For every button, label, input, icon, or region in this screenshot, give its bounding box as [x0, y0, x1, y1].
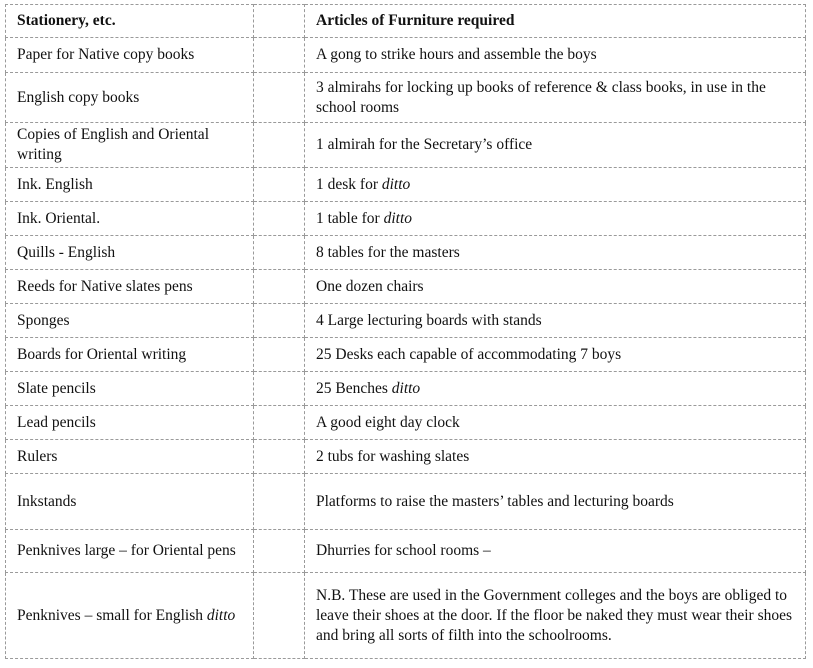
empty-column-cell	[254, 573, 305, 659]
empty-column-cell	[254, 236, 305, 270]
ditto-italic: ditto	[381, 175, 411, 193]
furniture-cell: 1 table for ditto	[305, 202, 806, 236]
furniture-cell: 3 almirahs for locking up books of reference & class books, in use in the school rooms	[305, 73, 806, 123]
stationery-cell: Reeds for Native slates pens	[6, 270, 254, 304]
furniture-cell: A good eight day clock	[305, 406, 806, 440]
furniture-cell: 2 tubs for washing slates	[305, 440, 806, 474]
furniture-cell: Dhurries for school rooms –	[305, 530, 806, 573]
table-row	[6, 236, 806, 270]
table-row	[6, 406, 806, 440]
furniture-cell: 8 tables for the masters	[305, 236, 806, 270]
table-row	[6, 530, 806, 573]
table-row	[6, 440, 806, 474]
furniture-cell: N.B. These are used in the Government colleges and the boys are obliged to leave their shoes at the door. If the floor be naked they must wear their shoes and bring all sorts of filth into the schoolrooms.	[305, 573, 806, 659]
furniture-cell: Platforms to raise the masters’ tables and lecturing boards	[305, 474, 806, 530]
empty-column-cell	[254, 202, 305, 236]
table-row	[6, 202, 806, 236]
ditto-italic: ditto	[383, 209, 412, 227]
empty-column-cell	[254, 270, 305, 304]
stationery-cell: Inkstands	[6, 474, 254, 530]
furniture-cell: 25 Desks each capable of accommodating 7 boys	[305, 338, 806, 372]
table-header-row	[6, 5, 806, 38]
stationery-cell: Rulers	[6, 440, 254, 474]
stationery-cell: Penknives large – for Oriental pens	[6, 530, 254, 573]
furniture-cell: 1 desk for ditto	[305, 168, 806, 202]
empty-column-cell	[254, 338, 305, 372]
empty-column-cell	[254, 73, 305, 123]
table-row	[6, 270, 806, 304]
table-row	[6, 573, 806, 659]
furniture-cell: A gong to strike hours and assemble the boys	[305, 38, 806, 73]
furniture-cell: One dozen chairs	[305, 270, 806, 304]
table-row	[6, 304, 806, 338]
empty-column-cell	[254, 530, 305, 573]
furniture-cell: 25 Benches ditto	[305, 372, 806, 406]
ditto-italic: ditto	[391, 379, 421, 397]
stationery-cell: Lead pencils	[6, 406, 254, 440]
stationery-cell: English copy books	[6, 73, 254, 123]
empty-column-cell	[254, 474, 305, 530]
stationery-cell: Copies of English and Oriental writing	[6, 123, 254, 168]
table-row	[6, 73, 806, 123]
furniture-stationery-table	[5, 4, 806, 659]
furniture-cell: 1 almirah for the Secretary’s office	[305, 123, 806, 168]
empty-column-cell	[254, 123, 305, 168]
table-row	[6, 38, 806, 73]
empty-column-cell	[254, 440, 305, 474]
table-row	[6, 372, 806, 406]
ditto-italic: ditto	[206, 606, 236, 624]
stationery-cell: Slate pencils	[6, 372, 254, 406]
table-row	[6, 474, 806, 530]
empty-column-cell	[254, 406, 305, 440]
table-row	[6, 123, 806, 168]
header-stationery: Stationery, etc.	[6, 5, 254, 38]
empty-column-cell	[254, 372, 305, 406]
table-row	[6, 338, 806, 372]
furniture-cell: 4 Large lecturing boards with stands	[305, 304, 806, 338]
stationery-cell: Ink. Oriental.	[6, 202, 254, 236]
stationery-cell: Paper for Native copy books	[6, 38, 254, 73]
table-row	[6, 168, 806, 202]
stationery-cell: Sponges	[6, 304, 254, 338]
empty-column-cell	[254, 168, 305, 202]
stationery-cell: Ink. English	[6, 168, 254, 202]
empty-column-cell	[254, 5, 305, 38]
header-furniture: Articles of Furniture required	[305, 5, 806, 38]
stationery-cell: Boards for Oriental writing	[6, 338, 254, 372]
stationery-cell: Quills - English	[6, 236, 254, 270]
empty-column-cell	[254, 38, 305, 73]
empty-column-cell	[254, 304, 305, 338]
stationery-cell: Penknives – small for English ditto	[6, 573, 254, 659]
